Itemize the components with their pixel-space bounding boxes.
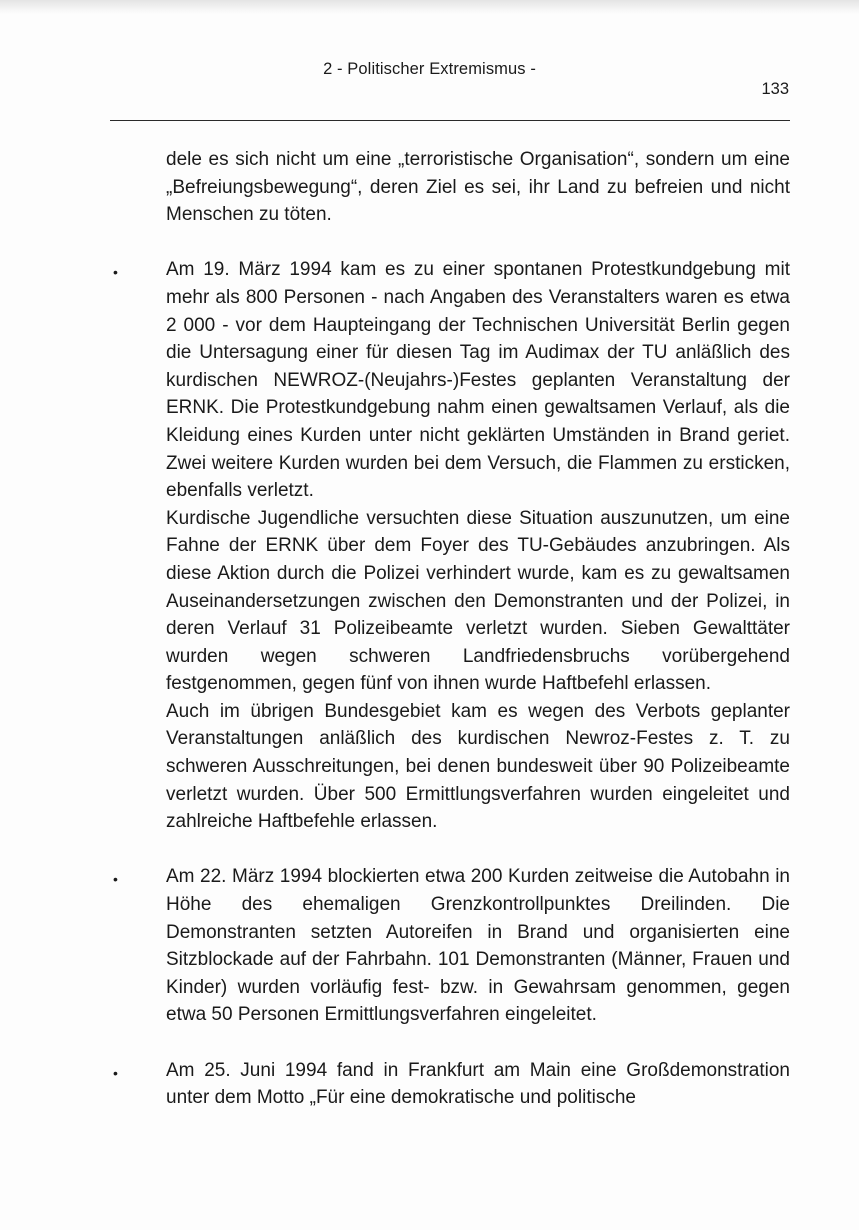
- intro-paragraph: dele es sich nicht um eine „terroristische Organisation“, sondern um eine „Befreiungsbewegung“, deren Ziel es sei, ihr Land zu befreien und nicht Menschen zu töten.: [166, 149, 790, 226]
- item-paragraph: Am 22. März 1994 blockierten etwa 200 Kurden zeitweise die Autobahn in Höhe des ehemaligen Grenzkontrollpunktes Dreilinden. Die Demonstranten setzten Autoreifen in Brand und organisierten eine Sitzblockade auf der Fahrbahn. 101 Demonstranten (Männer, Frauen und Kinder) wurden vorläufig fest- bzw. in Gewahrsam genommen, gegen etwa 50 Personen Ermittlungsverfahren eingeleitet.: [166, 866, 790, 1026]
- header-divider: [110, 120, 790, 121]
- paragraph-gap: [166, 836, 790, 864]
- bullet-icon: •: [113, 264, 118, 281]
- paragraph-gap: [166, 1029, 790, 1057]
- bullet-icon: •: [113, 1064, 118, 1081]
- paragraph-gap: [166, 229, 790, 257]
- item-paragraph: Am 25. Juni 1994 fand in Frankfurt am Main eine Großdemonstration unter dem Motto „Für eine demokratische und politische: [166, 1059, 790, 1109]
- scan-edge-shadow: [0, 0, 859, 14]
- item-paragraph: Auch im übrigen Bundesgebiet kam es wegen des Verbots geplanter Veranstaltungen anläßlich des kurdischen Newroz-Festes z. T. zu schweren Ausschreitungen, bei denen bundesweit über 90 Polizeibeamte verletzt wurden. Über 500 Ermittlungsverfahren wurden eingeleitet und zahlreiche Haftbefehle erlassen.: [166, 700, 790, 833]
- body-text: [113, 146, 790, 1112]
- item-paragraph: Am 19. März 1994 kam es zu einer spontanen Protestkundgebung mit mehr als 800 Personen - nach Angaben des Veranstalters waren es etwa 2 000 - vor dem Haupteingang der Technischen Universität Berlin gegen die Untersagung einer für diesen Tag im Audimax der TU anläßlich des kurdischen NEWROZ-(Neujahrs-)Festes geplanten Veranstaltung der ERNK. Die Protestkundgebung nahm einen gewaltsamen Verlauf, als die Kleidung eines Kurden unter nicht geklärten Umständen in Brand geriet. Zwei weitere Kurden wurden bei dem Versuch, die Flammen zu ersticken, ebenfalls verletzt.: [166, 259, 790, 502]
- item-paragraph: Kurdische Jugendliche versuchten diese Situation auszunutzen, um eine Fahne der ERNK über dem Foyer des TU-Gebäudes anzubringen. Als diese Aktion durch die Polizei verhindert wurde, kam es zu gewaltsamen Auseinandersetzungen zwischen den Demonstranten und der Polizei, in deren Verlauf 31 Polizeibeamte verletzt wurden. Sieben Gewalttäter wurden wegen schweren Landfriedensbruchs vorübergehend festgenommen, gegen fünf von ihnen wurde Haftbefehl erlassen.: [166, 507, 790, 695]
- list-item: [113, 863, 790, 1029]
- bullet-icon: •: [113, 871, 118, 888]
- running-header-title: 2 - Politischer Extremismus -: [323, 60, 536, 78]
- list-item: [113, 256, 790, 835]
- list-item: [113, 1057, 790, 1112]
- page-number: 133: [761, 80, 789, 98]
